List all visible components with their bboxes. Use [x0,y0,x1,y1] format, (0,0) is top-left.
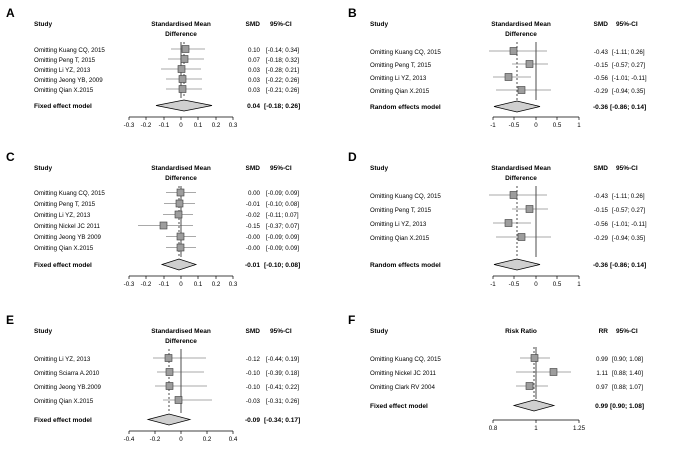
summary-diamond [156,100,212,111]
effect-value: 0.00 [247,190,260,197]
list-item: Omitting Li YZ, 2013 [34,356,91,363]
plot-D-graphics [489,186,581,288]
header-study: Study [370,21,389,28]
list-item: Omitting Kuang CQ, 2015 [370,356,441,363]
ci-value: [-0.10; 0.08] [266,201,300,208]
header-study: Study [34,165,53,172]
effect-box [176,200,183,207]
x-tick-label: 0.2 [211,281,221,288]
effect-box [165,355,172,362]
x-tick-label: -0.2 [149,436,161,443]
x-tick-label: 0 [179,281,183,288]
x-tick-label: -1 [490,122,496,129]
plot-E-graphics [124,349,238,443]
effect-value: -0.03 [245,398,260,405]
header-ci: 95%-CI [616,21,638,28]
x-tick-label: 0.1 [193,122,203,129]
summary-effect-value: 0.04 [247,103,260,110]
effect-value: -0.29 [593,235,608,242]
x-tick-label: 0 [179,122,183,129]
header-ci: 95%-CI [616,328,638,335]
effect-box [177,189,184,196]
x-tick-label: 0.2 [202,436,212,443]
panel-E [16,325,336,445]
header-ci: 95%-CI [616,165,638,172]
header-title-line2: Difference [165,175,197,182]
effect-value: -0.15 [245,223,260,230]
effect-value: -0.15 [593,207,608,214]
x-tick-label: 0.3 [228,281,238,288]
ci-value: [0.88; 1.40] [612,370,643,377]
summary-effect-value: -0.01 [244,262,260,269]
summary-diamond [494,259,540,270]
header-title-line2: Difference [505,175,537,182]
effect-value: -0.10 [245,370,260,377]
forest-plot-E [16,325,336,445]
ci-value: [-0.21; 0.26] [266,87,300,94]
x-tick-label: 0.1 [193,281,203,288]
effect-value: -0.29 [593,88,608,95]
header-ci: 95%-CI [270,21,292,28]
forest-plot-C [16,162,336,290]
effect-box [518,87,525,94]
effect-box [175,211,182,218]
x-tick-label: 0.3 [228,122,238,129]
effect-value: -0.00 [245,245,260,252]
summary-ci-value: [-0.34; 0.17] [264,417,301,424]
effect-value: -0.43 [593,49,608,56]
list-item: Omitting Kuang CQ, 2015 [370,193,441,200]
ci-value: [-0.11; 0.07] [266,212,299,219]
x-tick-label: 0.4 [228,436,238,443]
list-item: Omitting Li YZ, 2013 [34,212,91,219]
effect-box [166,369,173,376]
summary-label: Fixed effect model [370,403,428,410]
header-study: Study [34,328,53,335]
header-effect: SMD [593,21,608,28]
x-tick-label: 0 [534,122,538,129]
x-tick-label: 1 [534,425,538,432]
header-title-line1: Standardised Mean [151,21,211,28]
summary-effect-value: 0.99 [595,403,608,410]
effect-box [505,74,512,81]
effect-box [510,48,517,55]
effect-box [550,369,557,376]
summary-diamond [162,259,196,270]
summary-effect-value: -0.36 [592,262,608,269]
effect-box [175,397,182,404]
x-tick-label: 0.5 [552,281,562,288]
list-item: Omitting Qian X.2015 [34,87,94,94]
list-item: Omitting Qian X.2015 [34,398,94,405]
summary-diamond [494,101,540,112]
summary-ci-value: [0.90; 1.08] [610,403,645,410]
header-effect: SMD [245,165,260,172]
x-tick-label: -0.5 [508,122,520,129]
ci-value: [-0.37; 0.07] [266,223,300,230]
plot-B-graphics [489,42,581,129]
effect-value: -0.02 [245,212,260,219]
panel-label-B: B [348,6,357,20]
effect-box [505,220,512,227]
header-title-line2: Difference [505,31,537,38]
list-item: Omitting Li YZ, 2013 [370,75,427,82]
header-title-line2: Difference [165,338,197,345]
panel-B [358,18,680,128]
summary-effect-value: -0.09 [244,417,260,424]
header-effect: SMD [593,165,608,172]
forest-plot-B [358,18,680,128]
panel-label-D: D [348,150,357,164]
ci-value: [-1.11; 0.26] [612,193,645,200]
effect-value: 0.03 [247,87,260,94]
effect-value: -0.15 [593,62,608,69]
effect-value: -0.10 [245,384,260,391]
effect-value: 1.11 [596,370,608,377]
x-tick-label: -1 [490,281,496,288]
list-item: Omitting Qian X.2015 [34,245,94,252]
forest-plot-F [358,325,680,445]
header-effect: RR [598,328,608,335]
header-study: Study [370,328,389,335]
ci-value: [-1.01; -0.11] [612,75,647,82]
list-item: Omitting Nickel JC 2011 [34,223,100,230]
x-tick-label: -0.2 [140,281,152,288]
list-item: Omitting Sciarra A.2010 [34,370,100,377]
list-item: Omitting Peng T, 2015 [370,62,432,69]
x-tick-label: -0.1 [158,122,170,129]
ci-value: [-0.09; 0.09] [266,190,300,197]
ci-value: [-0.44; 0.19] [266,356,300,363]
summary-ci-value: [-0.86; 0.14] [610,104,647,111]
summary-diamond [148,414,190,425]
x-tick-label: -0.3 [123,122,135,129]
summary-diamond [514,400,554,411]
effect-value: 0.97 [595,384,608,391]
list-item: Omitting Jeong YB.2009 [34,384,101,391]
ci-value: [-0.09; 0.09] [266,245,300,252]
list-item: Omitting Peng T, 2015 [34,201,96,208]
ci-value: [-0.57; 0.27] [612,207,646,214]
ci-value: [-0.57; 0.27] [612,62,646,69]
header-title-line1: Standardised Mean [491,21,551,28]
list-item: Omitting Clark RV 2004 [370,384,435,391]
x-tick-label: 0.2 [211,122,221,129]
ci-value: [-0.31; 0.26] [266,398,300,405]
header-study: Study [370,165,389,172]
x-tick-label: 1 [577,281,581,288]
list-item: Omitting Peng T, 2015 [34,57,96,64]
panel-label-A: A [6,6,15,20]
effect-box [526,383,533,390]
forest-plot-D [358,162,680,290]
list-item: Omitting Kuang CQ, 2015 [370,49,441,56]
ci-value: [0.90; 1.08] [612,356,643,363]
panel-label-F: F [348,313,356,327]
list-item: Omitting Jeong YB 2009 [34,234,101,241]
effect-box [166,383,173,390]
effect-value: -0.12 [245,356,260,363]
header-study: Study [34,21,53,28]
summary-label: Random effects model [370,262,441,269]
list-item: Omitting Qian X.2015 [370,88,430,95]
effect-value: -0.56 [593,75,608,82]
x-tick-label: -0.5 [508,281,520,288]
list-item: Omitting Nickel JC 2011 [370,370,436,377]
panel-label-E: E [6,313,15,327]
forest-plot-A [16,18,336,128]
list-item: Omitting Li YZ, 2013 [34,67,91,74]
ci-value: [-0.94; 0.35] [612,88,646,95]
header-ci: 95%-CI [270,328,292,335]
effect-box [518,234,525,241]
effect-box [526,61,533,68]
summary-ci-value: [-0.10; 0.08] [264,262,301,269]
x-tick-label: -0.1 [158,281,170,288]
plot-C-graphics [124,186,238,288]
effect-value: 0.03 [247,77,260,84]
effect-box [181,56,188,63]
x-tick-label: 1 [577,122,581,129]
summary-label: Fixed effect model [34,103,92,110]
x-tick-label: 0 [534,281,538,288]
ci-value: [-0.09; 0.09] [266,234,300,241]
summary-label: Fixed effect model [34,417,92,424]
ci-value: [-0.94; 0.35] [612,235,646,242]
x-tick-label: -0.3 [123,281,135,288]
ci-value: [-0.18; 0.32] [266,57,300,64]
effect-box [177,233,184,240]
summary-ci-value: [-0.86; 0.14] [610,262,647,269]
ci-value: [-0.14; 0.34] [266,47,300,54]
x-tick-label: -0.4 [123,436,135,443]
list-item: Omitting Qian X.2015 [370,235,430,242]
ci-value: [-0.39; 0.18] [266,370,300,377]
ci-value: [-1.11; 0.26] [612,49,645,56]
list-item: Omitting Kuang CQ, 2015 [34,47,105,54]
effect-box [182,46,189,53]
ci-value: [-0.28; 0.21] [266,67,300,74]
list-item: Omitting Kuang CQ, 2015 [34,190,105,197]
effect-box [177,244,184,251]
effect-box [179,86,186,93]
x-tick-label: 0 [179,436,183,443]
header-title-rr: Risk Ratio [505,328,537,335]
ci-value: [0.88; 1.07] [612,384,643,391]
header-title-line1: Standardised Mean [151,165,211,172]
list-item: Omitting Jeong YB, 2009 [34,77,103,84]
effect-value: -0.43 [593,193,608,200]
list-item: Omitting Peng T, 2015 [370,207,432,214]
panel-C [16,162,336,290]
effect-value: -0.56 [593,221,608,228]
x-tick-label: -0.2 [140,122,152,129]
ci-value: [-0.22; 0.26] [266,77,300,84]
panel-F [358,325,680,445]
panel-D [358,162,680,290]
panel-A [16,18,336,128]
header-title-line1: Standardised Mean [151,328,211,335]
effect-box [526,206,533,213]
ci-value: [-1.01; -0.11] [612,221,647,228]
panel-label-C: C [6,150,15,164]
summary-label: Fixed effect model [34,262,92,269]
effect-value: -0.00 [245,234,260,241]
effect-box [510,192,517,199]
plot-F-graphics [489,347,586,432]
summary-ci-value: [-0.18; 0.26] [264,103,301,110]
effect-value: 0.07 [247,57,260,64]
plot-A-graphics [124,42,238,129]
effect-box [531,355,538,362]
x-tick-label: 1.25 [572,425,586,432]
effect-value: 0.99 [595,356,608,363]
effect-box [179,76,186,83]
list-item: Omitting Li YZ, 2013 [370,221,427,228]
effect-value: 0.10 [247,47,260,54]
header-ci: 95%-CI [270,165,292,172]
header-title-line1: Standardised Mean [491,165,551,172]
effect-value: 0.03 [247,67,260,74]
effect-box [160,222,167,229]
header-effect: SMD [245,21,260,28]
x-tick-label: 0.5 [552,122,562,129]
header-effect: SMD [245,328,260,335]
effect-box [178,66,185,73]
x-tick-label: 0.8 [488,425,498,432]
summary-effect-value: -0.36 [592,104,608,111]
summary-label: Random effects model [370,104,441,111]
effect-value: -0.01 [245,201,260,208]
ci-value: [-0.41; 0.22] [266,384,300,391]
header-title-line2: Difference [165,31,197,38]
